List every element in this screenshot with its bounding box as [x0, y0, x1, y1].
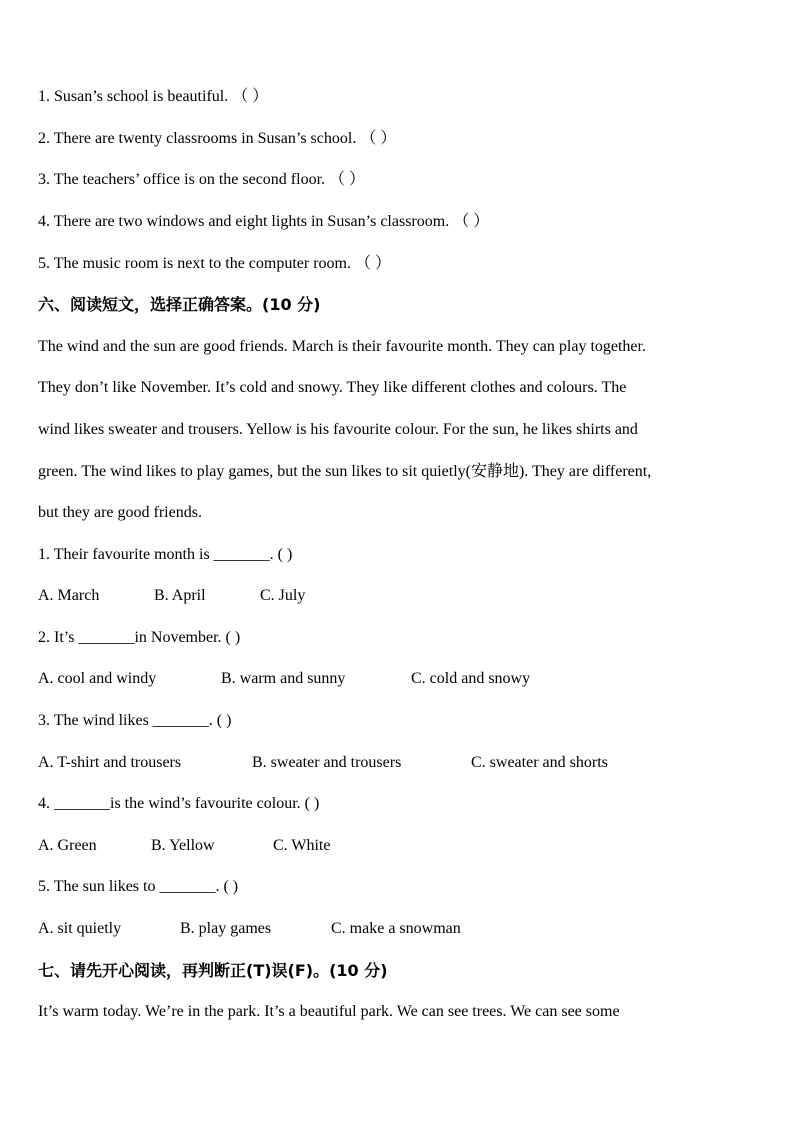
statement-5: 5. The music room is next to the computer room. （ ）: [38, 255, 391, 272]
option-c: C. White: [273, 837, 331, 854]
passage-line-1: The wind and the sun are good friends. March is their favourite month. They can play together.: [38, 338, 646, 355]
question-2: 2. It’s _______in November. ( ): [38, 629, 241, 646]
statement-4: 4. There are two windows and eight lights in Susan’s classroom. （ ）: [38, 213, 490, 230]
question-4: 4. _______is the wind’s favourite colour. ( ): [38, 795, 320, 812]
question-5: 5. The sun likes to _______. ( ): [38, 878, 239, 895]
option-b: B. Yellow: [151, 837, 215, 854]
option-b: B. sweater and trousers: [252, 754, 402, 771]
option-a: A. T-shirt and trousers: [38, 754, 182, 771]
option-a: A. sit quietly: [38, 920, 122, 937]
passage-line-5: but they are good friends.: [38, 504, 202, 521]
passage-line-4: green. The wind likes to play games, but the sun likes to sit quietly(安静地). They are different,: [38, 463, 652, 480]
option-b: B. April: [154, 587, 206, 604]
question-3-options: [38, 753, 608, 773]
option-c: C. sweater and shorts: [471, 754, 608, 771]
section-6-heading: 六、阅读短文，选择正确答案。(10 分): [38, 295, 321, 314]
option-c: C. make a snowman: [331, 920, 461, 937]
section-7-heading: 七、请先开心阅读，再判断正(T)误(F)。(10 分): [38, 961, 388, 980]
statement-1: 1. Susan’s school is beautiful. （ ）: [38, 88, 269, 105]
question-4-options: [38, 836, 330, 856]
statement-3: 3. The teachers’ office is on the second floor. （ ）: [38, 171, 366, 188]
question-1-options: [38, 586, 305, 606]
passage-line-2: They don’t like November. It’s cold and snowy. They like different clothes and colours. The: [38, 379, 627, 396]
question-2-options: [38, 669, 530, 689]
question-3: 3. The wind likes _______. ( ): [38, 712, 232, 729]
question-5-options: [38, 919, 461, 939]
option-a: A. Green: [38, 837, 97, 854]
option-a: A. March: [38, 587, 100, 604]
question-1: 1. Their favourite month is _______. ( ): [38, 546, 293, 563]
statement-2: 2. There are twenty classrooms in Susan’s school. （ ）: [38, 130, 397, 147]
option-b: B. warm and sunny: [221, 670, 346, 687]
option-c: C. July: [260, 587, 306, 604]
option-c: C. cold and snowy: [411, 670, 531, 687]
section-7-passage-start: It’s warm today. We’re in the park. It’s a beautiful park. We can see trees. We can see some: [38, 1003, 620, 1020]
option-b: B. play games: [180, 920, 272, 937]
passage-line-3: wind likes sweater and trousers. Yellow is his favourite colour. For the sun, he likes shirts and: [38, 421, 638, 438]
option-a: A. cool and windy: [38, 670, 157, 687]
